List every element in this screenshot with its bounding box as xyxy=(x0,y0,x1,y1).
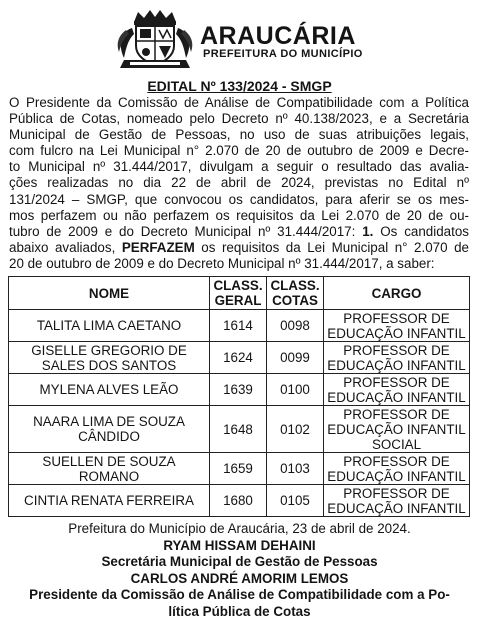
table-header-row xyxy=(9,277,470,310)
signer2-role: Presidente da Comissão de Análise de Compatibilidade com a Po- xyxy=(29,587,450,603)
results-table xyxy=(8,276,470,517)
cell-nome: MYLENA ALVES LEÃO xyxy=(9,374,210,406)
cell-class-geral: 1614 xyxy=(210,310,267,342)
brand-title: ARAUCÁRIA xyxy=(200,22,356,50)
header xyxy=(0,0,479,74)
header-text: COTAS xyxy=(272,293,318,308)
signer2-name: CARLOS ANDRÉ AMORIM LEMOS xyxy=(130,570,349,586)
body-line: Pública de Cotas, nomeado pelo Decreto nº 40.138/2023, e a Secretária xyxy=(9,111,469,127)
cell-nome: SUELLEN DE SOUZA ROMANO xyxy=(9,453,210,485)
place-date: Prefeitura do Município de Araucária, 23 de abril de 2024. xyxy=(68,521,411,536)
cell-cargo: PROFESSOR DE EDUCAÇÃO INFANTIL SOCIAL xyxy=(324,406,470,453)
brand-subtitle: PREFEITURA DO MUNICÍPIO xyxy=(203,48,363,60)
cell-nome: TALITA LIMA CAETANO xyxy=(9,310,210,342)
body-segment: Os candidatos xyxy=(380,223,469,239)
body-line: 131/2024 – SMGP, que convocou os candidatos, para aferir se os mes- xyxy=(9,191,469,207)
cell-class-cotas: 0103 xyxy=(267,453,324,485)
cell-class-cotas: 0102 xyxy=(267,406,324,453)
cell-cargo: PROFESSOR DE EDUCAÇÃO INFANTIL xyxy=(324,485,470,517)
header-text: CLASS. xyxy=(213,278,263,293)
body-line xyxy=(9,240,469,256)
cell-cargo: PROFESSOR DE EDUCAÇÃO INFANTIL xyxy=(324,342,470,374)
table-row xyxy=(9,485,470,517)
edital-body xyxy=(9,95,469,272)
municipal-coat-of-arms-icon xyxy=(116,8,194,72)
cell-nome: NAARA LIMA DE SOUZA CÂNDIDO xyxy=(9,406,210,453)
cell-cargo: PROFESSOR DE EDUCAÇÃO INFANTIL xyxy=(324,310,470,342)
table-row xyxy=(9,453,470,485)
signer2-role-cont: lítica Pública de Cotas xyxy=(168,603,311,619)
cell-class-geral: 1648 xyxy=(210,406,267,453)
body-line: to Municipal nº 31.444/2017, divulgam a seguir o resultado das avalia- xyxy=(9,159,469,175)
signer1-role: Secretária Municipal de Gestão de Pessoas xyxy=(101,554,378,570)
cell-class-geral: 1639 xyxy=(210,374,267,406)
cell-class-geral: 1659 xyxy=(210,453,267,485)
body-segment: abaixo avaliados, xyxy=(9,239,116,255)
header-text: GERAL xyxy=(214,293,262,308)
header-nome: NOME xyxy=(9,277,210,310)
header-text: CLASS. xyxy=(270,278,320,293)
table-row xyxy=(9,310,470,342)
body-line: O Presidente da Comissão de Análise de Compatibilidade com a Política xyxy=(9,95,469,110)
keyword-perfazem: PERFAZEM xyxy=(121,239,195,255)
body-segment: tubro de 2009 e do Decreto Municipal nº 31.444/2017: xyxy=(9,223,356,239)
signer1-name: RYAM HISSAM DEHAINI xyxy=(163,537,316,553)
body-line: ções realizadas no dia 22 de abril de 2024, previstas no Edital nº xyxy=(9,175,469,191)
cell-class-cotas: 0100 xyxy=(267,374,324,406)
body-line: Municipal de Gestão de Pessoas, no uso de suas atribuições legais, xyxy=(9,127,469,143)
body-segment: os requisitos da Lei Municipal n° 2.070 de xyxy=(201,239,469,255)
item-number: 1. xyxy=(362,223,374,239)
header-cargo: CARGO xyxy=(324,277,470,310)
cell-cargo: PROFESSOR DE EDUCAÇÃO INFANTIL xyxy=(324,374,470,406)
cell-class-cotas: 0098 xyxy=(267,310,324,342)
edital-title: EDITAL Nº 133/2024 - SMGP xyxy=(147,78,332,94)
cell-cargo: PROFESSOR DE EDUCAÇÃO INFANTIL xyxy=(324,453,470,485)
cell-nome: CINTIA RENATA FERREIRA xyxy=(9,485,210,517)
table-row xyxy=(9,374,470,406)
cell-class-geral: 1624 xyxy=(210,342,267,374)
body-line: 20 de outubro de 2009 e do Decreto Municipal nº 31.444/2017, a saber: xyxy=(9,255,435,271)
cell-class-geral: 1680 xyxy=(210,485,267,517)
table-row xyxy=(9,342,470,374)
header-class-cotas xyxy=(267,277,324,310)
body-line: com fulcro na Lei Municipal n° 2.070 de 20 de outubro de 2009 e Decre- xyxy=(9,143,469,159)
table-row xyxy=(9,406,470,453)
cell-class-cotas: 0099 xyxy=(267,342,324,374)
header-class-geral xyxy=(210,277,267,310)
cell-class-cotas: 0105 xyxy=(267,485,324,517)
signature-block xyxy=(0,521,479,621)
body-line xyxy=(9,224,469,240)
body-line: mos perfazem ou não perfazem os requisitos da Lei 2.070 de 20 de ou- xyxy=(9,207,469,223)
cell-nome: GISELLE GREGORIO DE SALES DOS SANTOS xyxy=(9,342,210,374)
